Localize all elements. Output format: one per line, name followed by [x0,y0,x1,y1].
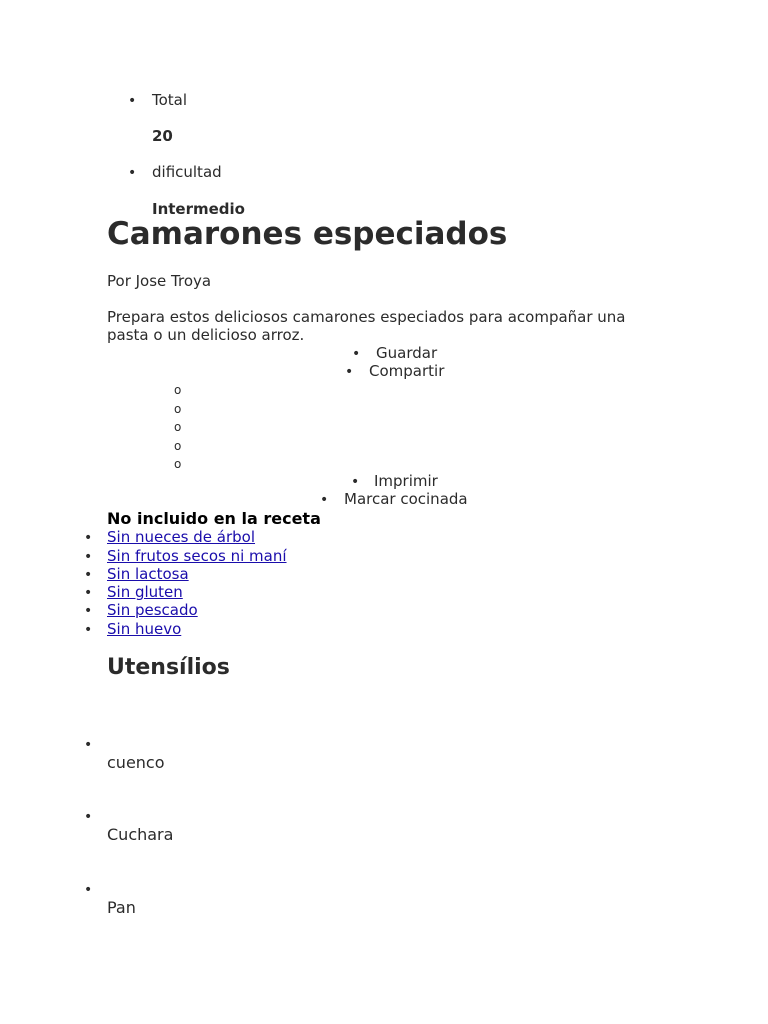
share-option-3[interactable]: o [174,420,182,434]
allergen-bullet: • [84,603,93,619]
utensil-item: Cuchara [107,825,174,844]
print-button[interactable]: Imprimir [374,472,438,490]
save-bullet: • [352,346,361,362]
allergen-link-tree-nuts[interactable]: Sin nueces de árbol [107,528,256,546]
allergen-bullet: • [84,549,93,565]
share-button[interactable]: Compartir [369,362,445,380]
allergen-bullet: • [84,567,93,583]
recipe-description-line-1: Prepara estos deliciosos camarones especiados para acompañar una [107,308,626,326]
allergen-link-peanuts[interactable]: Sin frutos secos ni maní [107,547,287,565]
utensil-bullet: • [84,882,93,898]
allergen-bullet: • [84,622,93,638]
share-option-1[interactable]: o [174,383,182,397]
mark-cooked-button[interactable]: Marcar cocinada [344,490,468,508]
save-button[interactable]: Guardar [376,344,438,362]
recipe-author: Por Jose Troya [107,272,212,290]
share-option-5[interactable]: o [174,457,182,471]
allergen-link-egg[interactable]: Sin huevo [107,620,182,638]
mark-cooked-bullet: • [320,492,329,508]
allergen-link-gluten[interactable]: Sin gluten [107,583,183,601]
allergen-link-lactose[interactable]: Sin lactosa [107,565,189,583]
time-bullet: • [128,93,137,109]
utensil-bullet: • [84,809,93,825]
share-option-2[interactable]: o [174,402,182,416]
utensils-heading: Utensílios [107,655,230,680]
print-bullet: • [351,474,360,490]
utensil-item: cuenco [107,753,165,772]
allergen-bullet: • [84,530,93,546]
difficulty-label: dificultad [152,163,222,181]
allergens-heading: No incluido en la receta [107,509,321,528]
recipe-description [107,308,626,344]
utensil-bullet: • [84,737,93,753]
difficulty-bullet: • [128,165,137,181]
allergen-link-fish[interactable]: Sin pescado [107,601,198,619]
recipe-title: Camarones especiados [107,216,508,252]
share-option-4[interactable]: o [174,439,182,453]
share-bullet: • [345,364,354,380]
recipe-description-line-2: pasta o un delicioso arroz. [107,326,305,344]
time-label: Total [152,91,188,109]
time-value: 20 [152,127,173,145]
difficulty-value: Intermedio [152,200,245,218]
allergen-bullet: • [84,585,93,601]
utensil-item: Pan [107,898,136,917]
